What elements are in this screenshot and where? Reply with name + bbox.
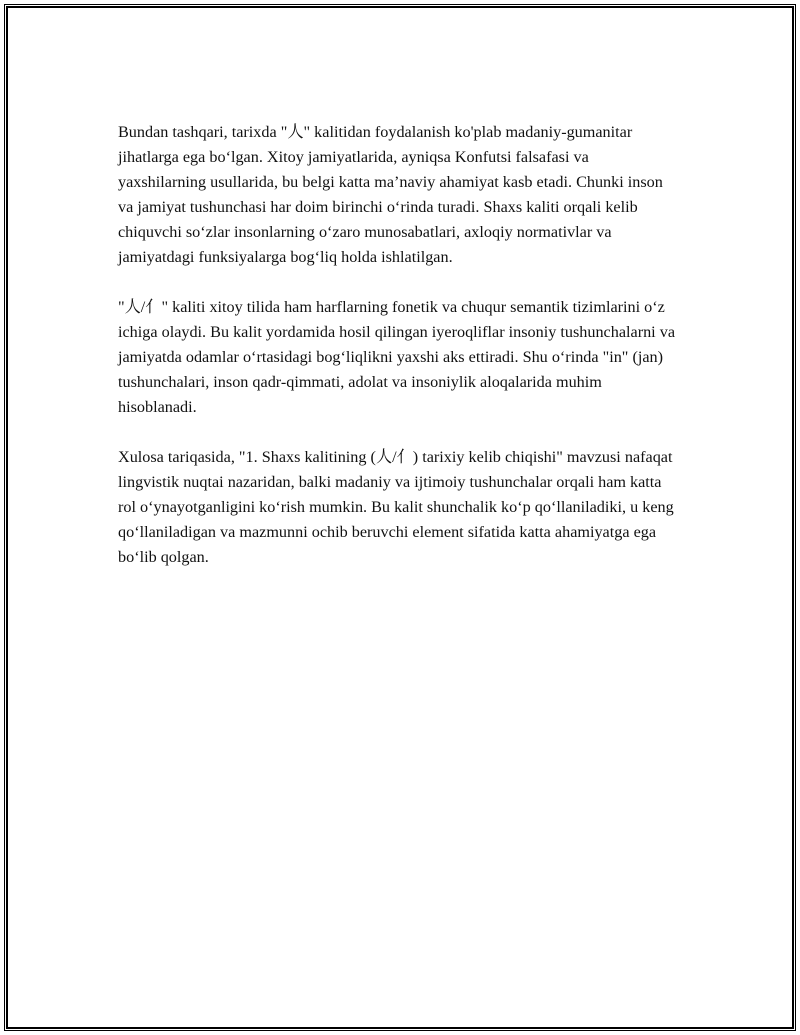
paragraph-history: Bundan tashqari, tarixda "人" kalitidan foydalanish ko'plab madaniy-gumanitar jihatlarga ega bo‘lgan. Xitoy jamiyatlarida, ayniqsa Konfutsi falsafasi va yaxshilarning usullarida, bu belgi katta ma’naviy ahamiyat kasb etadi. Chunki inson va jamiyat tushunchasi har doim birinchi o‘rinda turadi. Shaxs kaliti orqali kelib chiquvchi so‘zlar insonlarning o‘zaro munosabatlari, axloqiy normativlar va jamiyatdagi funksiyalarga bog‘liq holda ishlatilgan. xyxy=(118,123,663,266)
paragraph-semantics: "人/亻" kaliti xitoy tilida ham harflarning fonetik va chuqur semantik tizimlarini o‘z ichiga olaydi. Bu kalit yordamida hosil qilingan iyeroqliflar insoniy tushunchalarni va jamiyatda odamlar o‘rtasidagi bog‘liqlikni yaxshi aks ettiradi. Shu o‘rinda "in" (jan) tushunchalari, inson qadr-qimmati, adolat va insoniylik aloqalarida muhim hisoblanadi. xyxy=(118,298,676,416)
document-body xyxy=(118,120,680,595)
paragraph-conclusion: Xulosa tariqasida, "1. Shaxs kalitining (人/亻) tarixiy kelib chiqishi" mavzusi nafaqat lingvistik nuqtai nazaridan, balki madaniy va ijtimoiy tushunchalar orqali ham katta rol o‘ynayotganligini ko‘rish mumkin. Bu kalit shunchalik ko‘p qo‘llaniladiki, u keng qo‘llaniladigan va mazmunni ochib beruvchi element sifatida katta ahamiyatga ega bo‘lib qolgan. xyxy=(118,448,674,566)
